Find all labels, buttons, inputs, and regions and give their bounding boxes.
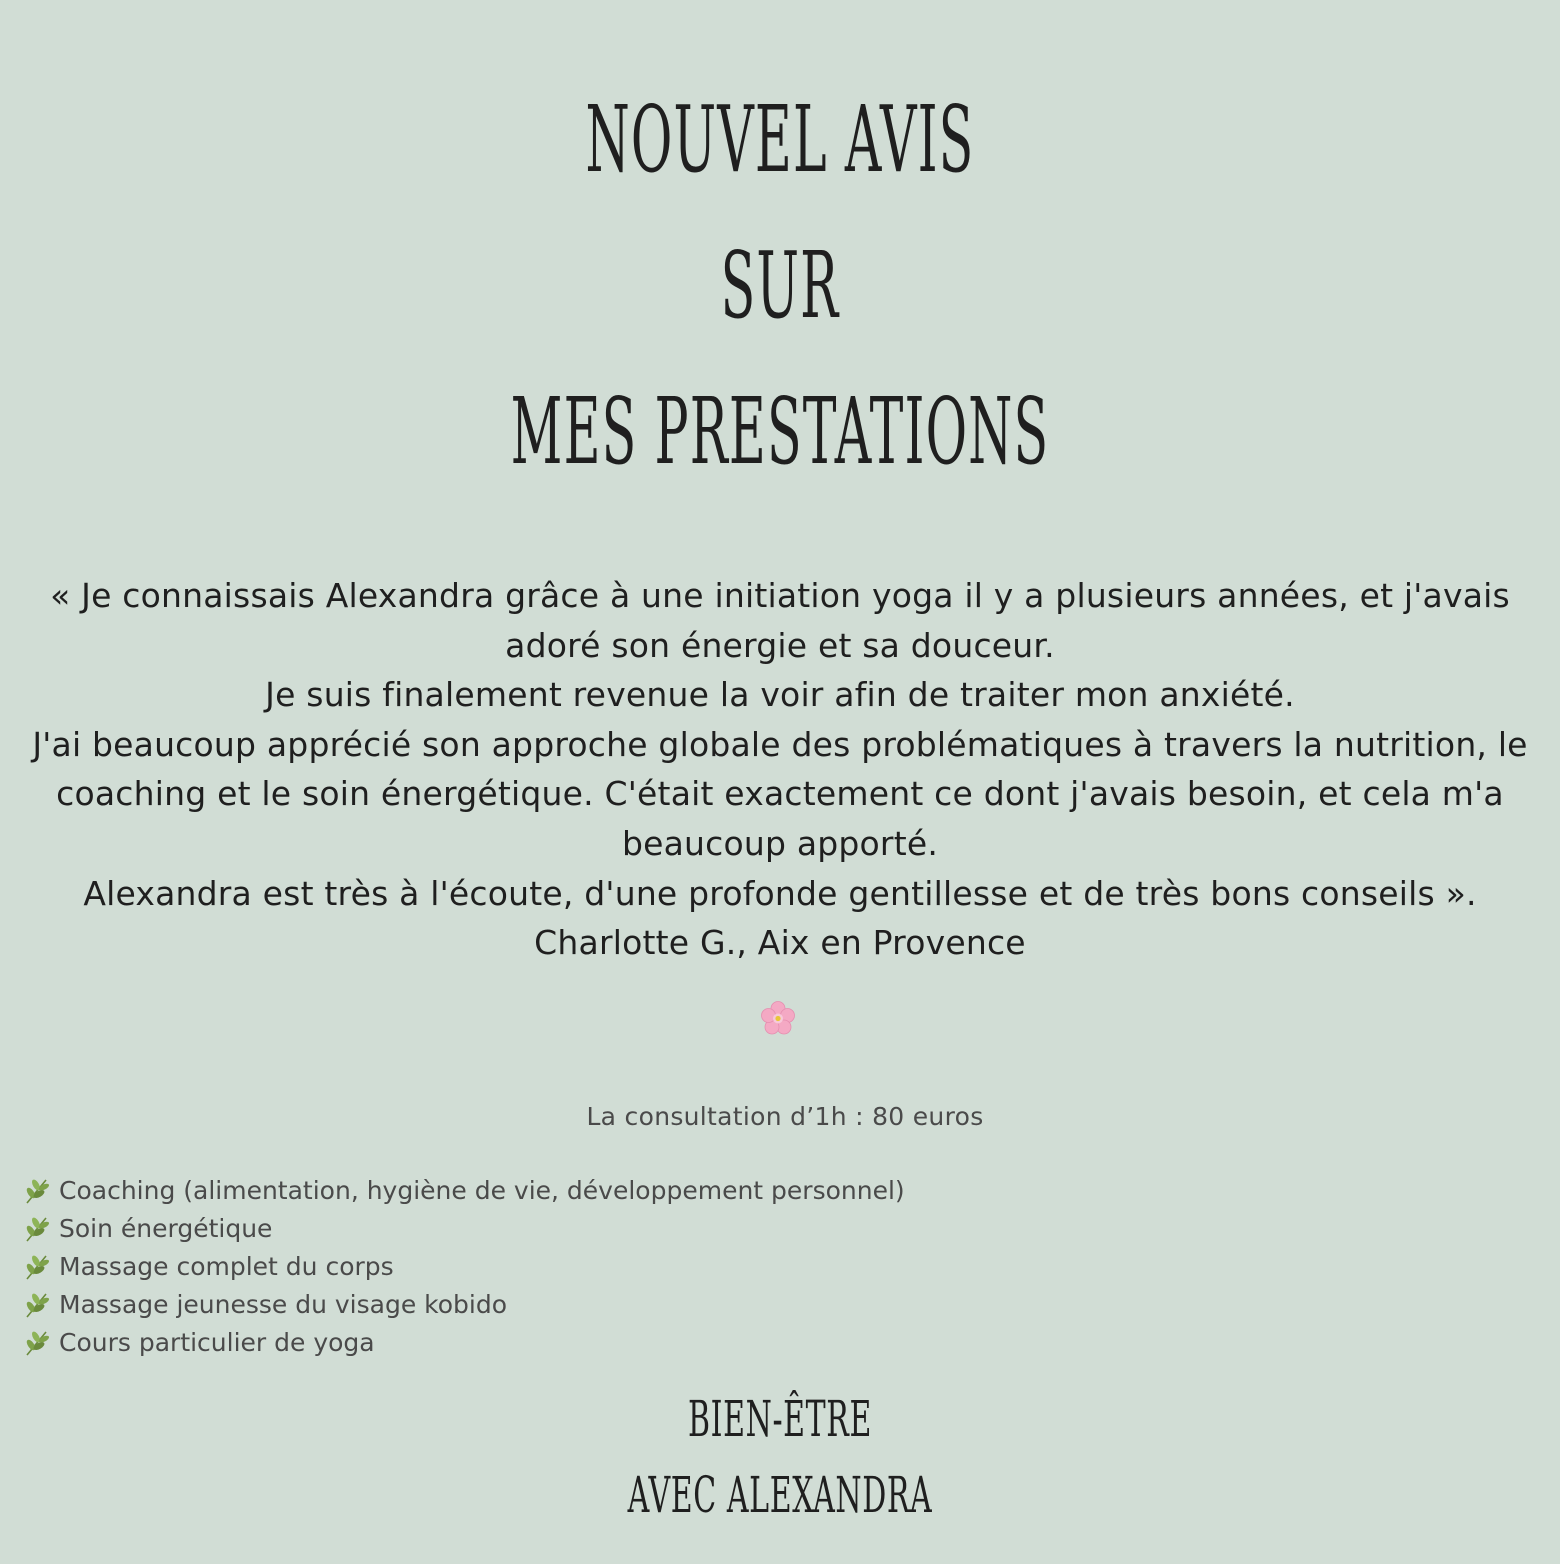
review-quote (30, 571, 1530, 968)
footer-text: BIEN-ÊTRE (688, 1390, 872, 1448)
review-author: Charlotte G., Aix en Provence (534, 923, 1026, 963)
list-item (22, 1248, 905, 1286)
page-title-line-3 (0, 378, 1560, 485)
page-title-line-1 (0, 86, 1560, 193)
footer-brand-line-2 (0, 1466, 1560, 1524)
review-paragraph-2: Je suis finalement revenue la voir afin de traiter mon anxiété. (265, 675, 1295, 715)
service-label: Soin énergétique (59, 1214, 273, 1243)
title-text: NOUVEL AVIS (585, 86, 975, 193)
list-item (22, 1286, 905, 1324)
footer-brand-line-1 (0, 1390, 1560, 1448)
page-title-line-2 (0, 232, 1560, 339)
service-label: Cours particulier de yoga (59, 1328, 375, 1357)
consultation-price: La consultation d’1h : 80 euros (586, 1102, 984, 1131)
herb-leaf-icon (22, 1252, 52, 1282)
title-text: MES PRESTATIONS (510, 378, 1050, 485)
review-paragraph-4: Alexandra est très à l'écoute, d'une profonde gentillesse et de très bons conseils ». (83, 873, 1477, 913)
service-label: Massage complet du corps (59, 1252, 394, 1281)
service-label: Coaching (alimentation, hygiène de vie, développement personnel) (59, 1176, 905, 1205)
list-item (22, 1324, 905, 1362)
review-paragraph-1: « Je connaissais Alexandra grâce à une initiation yoga il y a plusieurs années, et j'avais adoré son énergie et sa douceur. (50, 576, 1510, 665)
services-list (22, 1172, 905, 1362)
title-text: SUR (720, 232, 840, 339)
herb-leaf-icon (22, 1290, 52, 1320)
service-label: Massage jeunesse du visage kobido (59, 1290, 508, 1319)
list-item (22, 1172, 905, 1210)
cherry-blossom-icon (760, 1000, 796, 1036)
herb-leaf-icon (22, 1214, 52, 1244)
herb-leaf-icon (22, 1328, 52, 1358)
footer-text: AVEC ALEXANDRA (627, 1466, 933, 1524)
review-paragraph-3: J'ai beaucoup apprécié son approche globale des problématiques à travers la nutrition, le coaching et le soin énergétique. C'était exactement ce dont j'avais besoin, et cela m'a beaucoup apporté. (32, 724, 1528, 863)
list-item (22, 1210, 905, 1248)
herb-leaf-icon (22, 1176, 52, 1206)
